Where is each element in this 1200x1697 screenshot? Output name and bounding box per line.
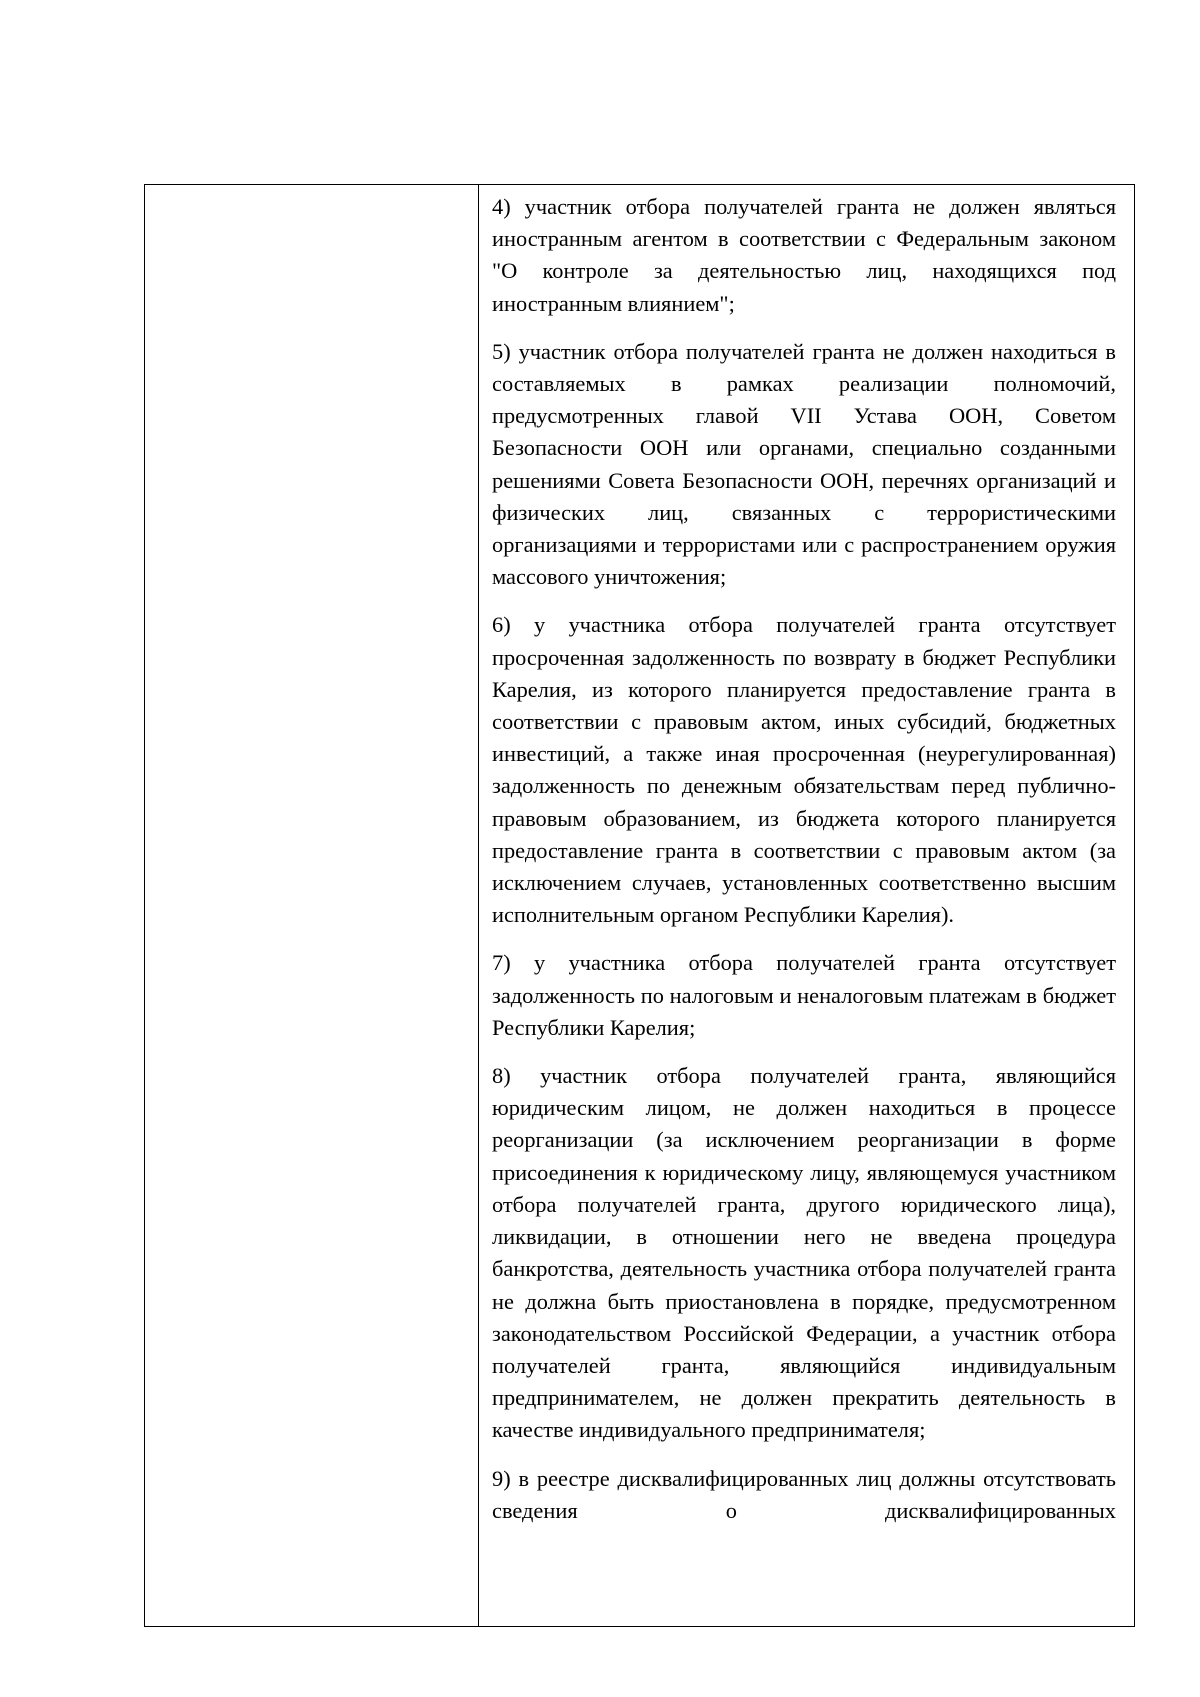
paragraph-item-6: 6) у участника отбора получателей гранта отсутствует просроченная задолженность по возврату в бюджет Республики Карелия, из которого планируется предоставление гранта в соответствии с правовым актом, иных субсидий, бюджетных инвестиций, а также иная просроченная (неурегулированная) задолженность по денежным обязательствам перед публично-правовым образованием, из бюджета которого планируется предоставление гранта в соответствии с правовым актом (за исключением случаев, установленных соответственно высшим исполнительным органом Республики Карелия).	[492, 612, 1116, 928]
table-right-column	[479, 185, 1134, 1626]
paragraph-item-5: 5) участник отбора получателей гранта не должен находиться в составляемых в рамках реализации полномочий, предусмотренных главой VII Устава ООН, Советом Безопасности ООН или органами, специально созданными решениями Совета Безопасности ООН, перечнях организаций и физических лиц, связанных с террористическими организациями и террористами или с распространением оружия массового уничтожения;	[492, 338, 1116, 590]
table-left-column	[145, 185, 479, 1626]
document-table	[144, 184, 1135, 1627]
paragraph-item-4: 4) участник отбора получателей гранта не должен являться иностранным агентом в соответствии с Федеральным законом "О контроле за деятельностью лиц, находящихся под иностранным влиянием";	[492, 194, 1116, 316]
paragraph-item-8: 8) участник отбора получателей гранта, являющийся юридическим лицом, не должен находиться в процессе реорганизации (за исключением реорганизации в форме присоединения к юридическому лицу, являющемуся участником отбора получателей гранта, другого юридического лица), ликвидации, в отношении него не введена процедура банкротства, деятельность участника отбора получателей гранта не должна быть приостановлена в порядке, предусмотренном законодательством Российской Федерации, а участник отбора получателей гранта, являющийся индивидуальным предпринимателем, не должен прекратить деятельность в качестве индивидуального предпринимателя;	[492, 1063, 1116, 1443]
paragraph-item-9: 9) в реестре дисквалифицированных лиц должны отсутствовать сведения о дисквалифицированных	[492, 1465, 1116, 1523]
paragraph-item-7: 7) у участника отбора получателей гранта отсутствует задолженность по налоговым и неналоговым платежам в бюджет Республики Карелия;	[492, 950, 1116, 1040]
